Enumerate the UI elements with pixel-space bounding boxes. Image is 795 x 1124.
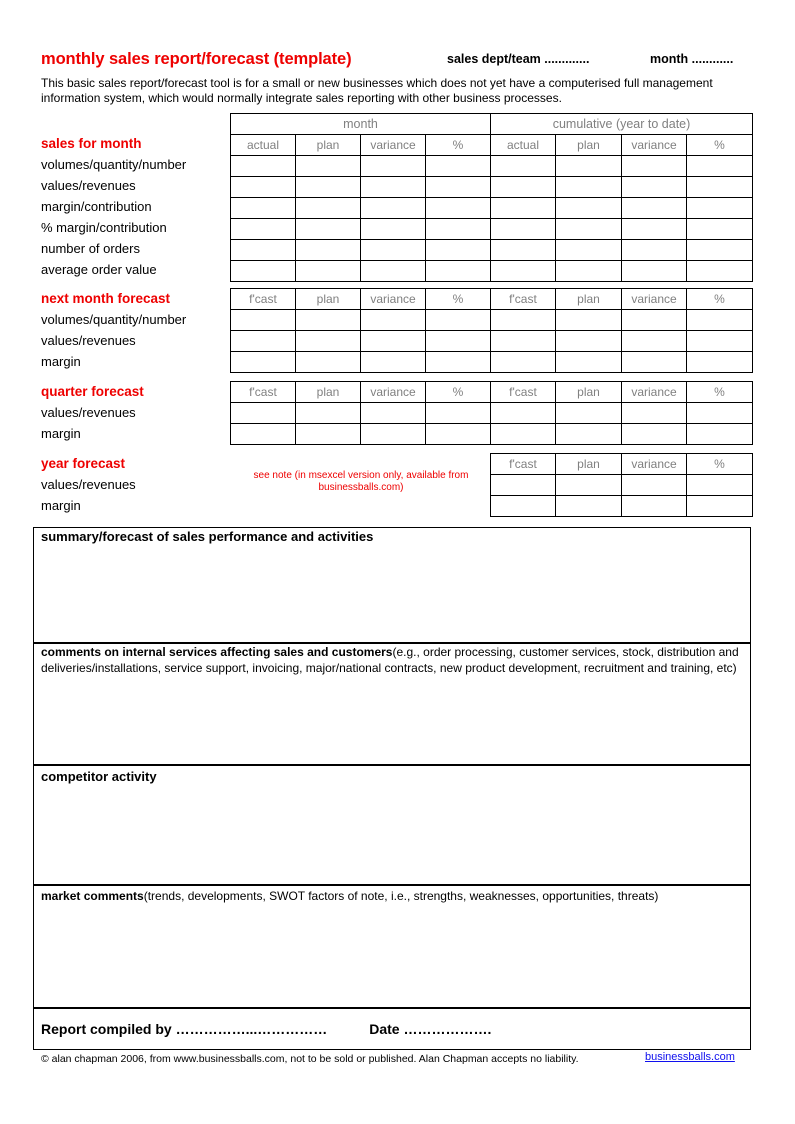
input-cell[interactable]	[426, 310, 491, 331]
row-label-nmf-margin: margin	[41, 354, 81, 369]
input-cell[interactable]	[426, 219, 491, 240]
input-cell[interactable]	[556, 475, 622, 496]
input-cell[interactable]	[426, 403, 491, 424]
column-header-1: plan	[296, 382, 361, 403]
msexcel-version-note: see note (in msexcel version only, available from businessballs.com)	[253, 470, 469, 493]
column-header-1: plan	[296, 135, 361, 156]
input-cell[interactable]	[361, 198, 426, 219]
input-cell[interactable]	[296, 156, 361, 177]
input-cell[interactable]	[622, 240, 687, 261]
year-forecast-table[interactable]	[490, 453, 753, 517]
input-cell[interactable]	[296, 352, 361, 373]
input-cell[interactable]	[622, 475, 687, 496]
input-cell[interactable]	[556, 352, 622, 373]
input-cell[interactable]	[556, 219, 622, 240]
row-label-percent-margin-contribution: % margin/contribution	[41, 220, 167, 235]
input-cell[interactable]	[687, 403, 753, 424]
input-cell[interactable]	[231, 156, 296, 177]
input-cell[interactable]	[491, 331, 556, 352]
input-cell[interactable]	[687, 424, 753, 445]
table-row	[231, 331, 753, 352]
input-cell[interactable]	[296, 219, 361, 240]
column-header-6: variance	[622, 382, 687, 403]
input-cell[interactable]	[687, 352, 753, 373]
row-label-volumes-quantity-number: volumes/quantity/number	[41, 157, 187, 172]
section-label-next-month-forecast: next month forecast	[41, 291, 171, 306]
table-column-header-row	[491, 454, 753, 475]
input-cell[interactable]	[622, 177, 687, 198]
market-comments-label-normal: (trends, developments, SWOT factors of note, i.e., strengths, weaknesses, opportunities, threats)	[143, 889, 659, 903]
input-cell[interactable]	[491, 424, 556, 445]
input-cell[interactable]	[687, 310, 753, 331]
column-header-5: plan	[556, 135, 622, 156]
column-header-3: %	[426, 289, 491, 310]
column-header-7: %	[687, 382, 753, 403]
input-cell[interactable]	[231, 403, 296, 424]
table-row	[231, 424, 753, 445]
row-label-number-of-orders: number of orders	[41, 241, 140, 256]
sales-table-body	[231, 114, 753, 282]
input-cell[interactable]	[296, 403, 361, 424]
column-header-2: variance	[361, 289, 426, 310]
summary-forecast-label: summary/forecast of sales performance and activities	[41, 529, 374, 544]
copyright-text: © alan chapman 2006, from www.businessballs.com, not to be sold or published. Alan Chapman accepts no liability.	[41, 1053, 579, 1065]
section-label-quarter-forecast: quarter forecast	[41, 384, 144, 399]
sales-dept-team-field[interactable]: sales dept/team .............	[447, 52, 590, 66]
input-cell[interactable]	[622, 352, 687, 373]
input-cell[interactable]	[296, 331, 361, 352]
input-cell[interactable]	[491, 352, 556, 373]
input-cell[interactable]	[687, 219, 753, 240]
column-header-4: actual	[491, 135, 556, 156]
input-cell[interactable]	[687, 475, 753, 496]
input-cell[interactable]	[622, 424, 687, 445]
column-header-1: plan	[556, 454, 622, 475]
input-cell[interactable]	[296, 261, 361, 282]
summary-forecast-box[interactable]	[33, 527, 751, 643]
row-label-values-revenues: values/revenues	[41, 178, 136, 193]
input-cell[interactable]	[556, 496, 622, 517]
input-cell[interactable]	[296, 240, 361, 261]
input-cell[interactable]	[426, 156, 491, 177]
input-cell[interactable]	[556, 177, 622, 198]
input-cell[interactable]	[622, 261, 687, 282]
input-cell[interactable]	[622, 156, 687, 177]
column-header-5: plan	[556, 382, 622, 403]
input-cell[interactable]	[361, 352, 426, 373]
input-cell[interactable]	[426, 424, 491, 445]
page-title: monthly sales report/forecast (template)	[41, 50, 352, 68]
year-table-body	[491, 454, 753, 517]
table-row	[491, 475, 753, 496]
input-cell[interactable]	[556, 156, 622, 177]
input-cell[interactable]	[231, 177, 296, 198]
report-compiled-by-field[interactable]: Report compiled by ……………...……………	[41, 1021, 328, 1037]
table-column-header-row	[231, 289, 753, 310]
input-cell[interactable]	[296, 424, 361, 445]
internal-services-label-bold: comments on internal services affecting sales and customers	[41, 645, 393, 659]
next-month-table-body	[231, 289, 753, 373]
column-header-2: variance	[622, 454, 687, 475]
table-row	[491, 496, 753, 517]
column-header-4: f'cast	[491, 289, 556, 310]
input-cell[interactable]	[491, 475, 556, 496]
input-cell[interactable]	[361, 240, 426, 261]
businessballs-link[interactable]: businessballs.com	[645, 1051, 735, 1063]
input-cell[interactable]	[231, 424, 296, 445]
input-cell[interactable]	[687, 261, 753, 282]
table-row	[231, 156, 753, 177]
input-cell[interactable]	[361, 261, 426, 282]
input-cell[interactable]	[296, 310, 361, 331]
date-field[interactable]: Date ……………….	[369, 1021, 492, 1037]
column-header-6: variance	[622, 135, 687, 156]
input-cell[interactable]	[426, 352, 491, 373]
row-label-average-order-value: average order value	[41, 262, 157, 277]
row-label-margin-contribution: margin/contribution	[41, 199, 152, 214]
table-row	[231, 352, 753, 373]
quarter-table-body	[231, 382, 753, 445]
input-cell[interactable]	[426, 198, 491, 219]
month-field[interactable]: month ............	[650, 52, 734, 66]
market-comments-label-bold: market comments	[41, 889, 144, 903]
input-cell[interactable]	[231, 331, 296, 352]
input-cell[interactable]	[622, 496, 687, 517]
group-header-month: month	[231, 114, 491, 135]
input-cell[interactable]	[556, 261, 622, 282]
row-label-qf-values-revenues: values/revenues	[41, 405, 136, 420]
input-cell[interactable]	[231, 261, 296, 282]
input-cell[interactable]	[491, 496, 556, 517]
input-cell[interactable]	[622, 310, 687, 331]
competitor-activity-label: competitor activity	[41, 769, 157, 784]
market-comments-label	[41, 889, 749, 905]
table-group-header-row	[231, 114, 753, 135]
sales-for-month-table[interactable]	[230, 113, 753, 282]
column-header-7: %	[687, 135, 753, 156]
input-cell[interactable]	[556, 424, 622, 445]
row-label-yf-margin: margin	[41, 498, 81, 513]
input-cell[interactable]	[491, 310, 556, 331]
column-header-2: variance	[361, 135, 426, 156]
section-label-sales-for-month: sales for month	[41, 136, 142, 151]
input-cell[interactable]	[426, 177, 491, 198]
next-month-forecast-table[interactable]	[230, 288, 753, 373]
input-cell[interactable]	[687, 177, 753, 198]
section-label-year-forecast: year forecast	[41, 456, 126, 471]
column-header-0: actual	[231, 135, 296, 156]
row-label-qf-margin: margin	[41, 426, 81, 441]
column-header-3: %	[426, 135, 491, 156]
input-cell[interactable]	[491, 240, 556, 261]
input-cell[interactable]	[426, 240, 491, 261]
signature-line	[41, 1021, 491, 1037]
input-cell[interactable]	[426, 331, 491, 352]
internal-services-label	[41, 645, 749, 676]
input-cell[interactable]	[361, 156, 426, 177]
table-column-header-row	[231, 135, 753, 156]
column-header-0: f'cast	[231, 289, 296, 310]
input-cell[interactable]	[231, 352, 296, 373]
table-row	[231, 198, 753, 219]
intro-paragraph: This basic sales report/forecast tool is for a small or new businesses which does not yet have a computerised full management information system, which would normally integrate sales reporting with other business processes.	[41, 76, 713, 105]
column-header-0: f'cast	[231, 382, 296, 403]
table-row	[231, 403, 753, 424]
row-label-yf-values-revenues: values/revenues	[41, 477, 136, 492]
column-header-6: variance	[622, 289, 687, 310]
input-cell[interactable]	[361, 331, 426, 352]
input-cell[interactable]	[361, 424, 426, 445]
input-cell[interactable]	[296, 177, 361, 198]
input-cell[interactable]	[231, 219, 296, 240]
table-row	[231, 310, 753, 331]
input-cell[interactable]	[361, 219, 426, 240]
input-cell[interactable]	[622, 403, 687, 424]
input-cell[interactable]	[491, 219, 556, 240]
table-row	[231, 261, 753, 282]
column-header-7: %	[687, 289, 753, 310]
input-cell[interactable]	[687, 198, 753, 219]
table-row	[231, 177, 753, 198]
input-cell[interactable]	[687, 496, 753, 517]
table-row	[231, 240, 753, 261]
column-header-4: f'cast	[491, 382, 556, 403]
input-cell[interactable]	[556, 310, 622, 331]
input-cell[interactable]	[361, 310, 426, 331]
row-label-nmf-volumes: volumes/quantity/number	[41, 312, 187, 327]
input-cell[interactable]	[687, 240, 753, 261]
column-header-2: variance	[361, 382, 426, 403]
input-cell[interactable]	[491, 198, 556, 219]
input-cell[interactable]	[491, 156, 556, 177]
table-column-header-row	[231, 382, 753, 403]
table-row	[231, 219, 753, 240]
input-cell[interactable]	[687, 331, 753, 352]
input-cell[interactable]	[622, 331, 687, 352]
column-header-0: f'cast	[491, 454, 556, 475]
column-header-3: %	[426, 382, 491, 403]
input-cell[interactable]	[491, 261, 556, 282]
input-cell[interactable]	[231, 240, 296, 261]
input-cell[interactable]	[426, 261, 491, 282]
input-cell[interactable]	[622, 219, 687, 240]
column-header-1: plan	[296, 289, 361, 310]
input-cell[interactable]	[296, 198, 361, 219]
input-cell[interactable]	[491, 177, 556, 198]
input-cell[interactable]	[361, 177, 426, 198]
input-cell[interactable]	[556, 403, 622, 424]
input-cell[interactable]	[556, 198, 622, 219]
internal-services-label-normal: (e.g., order processing, customer services, stock, distribution and deliveries/installations, service support, invoicing, major/national contracts, new product development, recruitment and training, etc)	[41, 645, 739, 675]
input-cell[interactable]	[231, 198, 296, 219]
input-cell[interactable]	[361, 403, 426, 424]
input-cell[interactable]	[556, 331, 622, 352]
input-cell[interactable]	[556, 240, 622, 261]
quarter-forecast-table[interactable]	[230, 381, 753, 445]
column-header-3: %	[687, 454, 753, 475]
group-header-cumulative: cumulative (year to date)	[491, 114, 753, 135]
column-header-5: plan	[556, 289, 622, 310]
input-cell[interactable]	[622, 198, 687, 219]
input-cell[interactable]	[231, 310, 296, 331]
input-cell[interactable]	[491, 403, 556, 424]
row-label-nmf-values-revenues: values/revenues	[41, 333, 136, 348]
input-cell[interactable]	[687, 156, 753, 177]
